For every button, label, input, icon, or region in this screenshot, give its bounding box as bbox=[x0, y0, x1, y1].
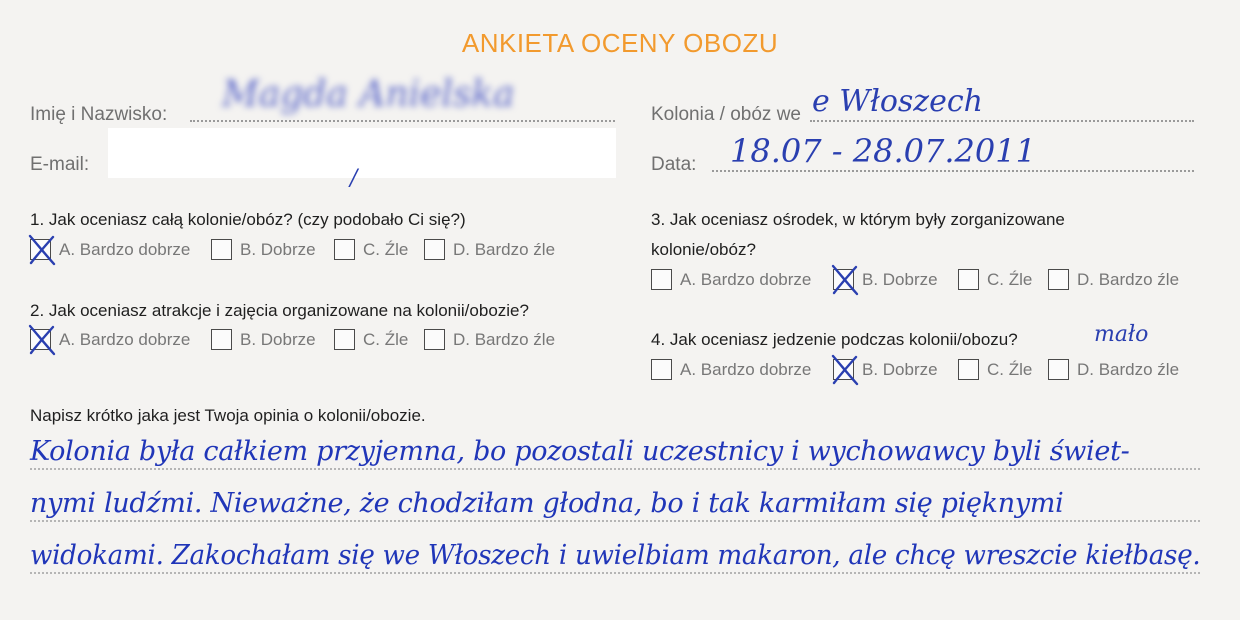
option-label: D. Bardzo źle bbox=[1077, 269, 1180, 289]
checkbox[interactable] bbox=[424, 239, 445, 260]
question-1-option-b[interactable] bbox=[211, 239, 316, 260]
option-label: B. Dobrze bbox=[862, 359, 938, 379]
question-2-option-b[interactable] bbox=[211, 329, 316, 350]
date-label: Data: bbox=[651, 154, 697, 175]
option-label: A. Bardzo dobrze bbox=[680, 269, 812, 289]
opinion-text-line-2: nymi ludźmi. Nieważne, że chodziłam głodna, bo i tak karmiłam się pięknymi bbox=[30, 488, 1064, 519]
date-value: 18.07 - 28.07.2011 bbox=[730, 132, 1036, 170]
option-label: D. Bardzo źle bbox=[453, 329, 556, 349]
question-3-text-line1: 3. Jak oceniasz ośrodek, w którym były zorganizowane bbox=[651, 210, 1065, 229]
opinion-line-2 bbox=[30, 520, 1200, 522]
check-x-icon bbox=[27, 234, 57, 266]
question-4-note: mało bbox=[1094, 322, 1149, 347]
option-label: C. Źle bbox=[987, 269, 1033, 289]
question-3-option-d[interactable] bbox=[1048, 269, 1179, 290]
question-2-option-a[interactable] bbox=[30, 329, 190, 350]
option-label: B. Dobrze bbox=[240, 239, 316, 259]
check-x-icon bbox=[27, 324, 57, 356]
checkbox[interactable] bbox=[334, 329, 355, 350]
checkbox[interactable] bbox=[30, 239, 51, 260]
option-label: D. Bardzo źle bbox=[1077, 359, 1180, 379]
opinion-line-3 bbox=[30, 572, 1200, 574]
option-label: A. Bardzo dobrze bbox=[59, 329, 191, 349]
email-redaction bbox=[108, 128, 616, 178]
question-1-option-a[interactable] bbox=[30, 239, 190, 260]
opinion-text-line-1: Kolonia była całkiem przyjemna, bo pozostali uczestnicy i wychowawcy byli świet- bbox=[30, 436, 1130, 467]
date-line bbox=[712, 170, 1194, 172]
name-line bbox=[190, 120, 615, 122]
checkbox[interactable] bbox=[30, 329, 51, 350]
question-1-text: 1. Jak oceniasz całą kolonie/obóz? (czy podobało Ci się?) bbox=[30, 210, 466, 229]
checkbox[interactable] bbox=[211, 329, 232, 350]
opinion-line-1 bbox=[30, 468, 1200, 470]
option-label: A. Bardzo dobrze bbox=[680, 359, 812, 379]
question-4-option-c[interactable] bbox=[958, 359, 1032, 380]
checkbox[interactable] bbox=[1048, 359, 1069, 380]
option-label: B. Dobrze bbox=[862, 269, 938, 289]
opinion-prompt: Napisz krótko jaka jest Twoja opinia o kolonii/obozie. bbox=[30, 406, 426, 425]
camp-value: e Włoszech bbox=[812, 84, 983, 119]
checkbox[interactable] bbox=[334, 239, 355, 260]
checkbox[interactable] bbox=[651, 359, 672, 380]
question-3-option-a[interactable] bbox=[651, 269, 811, 290]
question-2-text: 2. Jak oceniasz atrakcje i zajęcia organizowane na kolonii/obozie? bbox=[30, 301, 529, 320]
check-x-icon bbox=[830, 354, 860, 386]
option-label: A. Bardzo dobrze bbox=[59, 239, 191, 259]
checkbox[interactable] bbox=[833, 359, 854, 380]
question-4-option-d[interactable] bbox=[1048, 359, 1179, 380]
camp-label: Kolonia / obóz we bbox=[651, 104, 801, 125]
question-1-option-d[interactable] bbox=[424, 239, 555, 260]
question-1-option-c[interactable] bbox=[334, 239, 408, 260]
checkbox[interactable] bbox=[211, 239, 232, 260]
option-label: C. Źle bbox=[363, 239, 409, 259]
option-label: C. Źle bbox=[363, 329, 409, 349]
question-4-option-b[interactable] bbox=[833, 359, 938, 380]
question-4-option-a[interactable] bbox=[651, 359, 811, 380]
checkbox[interactable] bbox=[651, 269, 672, 290]
question-3-option-b[interactable] bbox=[833, 269, 938, 290]
checkbox[interactable] bbox=[958, 269, 979, 290]
checkbox[interactable] bbox=[424, 329, 445, 350]
email-ink-fragment: / bbox=[350, 166, 358, 191]
question-3-text-line2: kolonie/obóz? bbox=[651, 240, 756, 259]
name-value-blurred: Magda Anielska bbox=[222, 74, 515, 115]
opinion-text-line-3: widokami. Zakochałam się we Włoszech i uwielbiam makaron, ale chcę wreszcie kiełbasę. bbox=[30, 540, 1201, 571]
option-label: D. Bardzo źle bbox=[453, 239, 556, 259]
question-3-option-c[interactable] bbox=[958, 269, 1032, 290]
page-title: ANKIETA OCENY OBOZU bbox=[461, 28, 779, 58]
checkbox[interactable] bbox=[833, 269, 854, 290]
question-2-option-c[interactable] bbox=[334, 329, 408, 350]
camp-line bbox=[810, 120, 1194, 122]
check-x-icon bbox=[830, 264, 860, 296]
email-label: E-mail: bbox=[30, 154, 90, 175]
checkbox[interactable] bbox=[958, 359, 979, 380]
question-4-text: 4. Jak oceniasz jedzenie podczas kolonii/obozu? bbox=[651, 330, 1018, 349]
option-label: C. Źle bbox=[987, 359, 1033, 379]
question-2-option-d[interactable] bbox=[424, 329, 555, 350]
checkbox[interactable] bbox=[1048, 269, 1069, 290]
option-label: B. Dobrze bbox=[240, 329, 316, 349]
name-label: Imię i Nazwisko: bbox=[30, 104, 168, 125]
